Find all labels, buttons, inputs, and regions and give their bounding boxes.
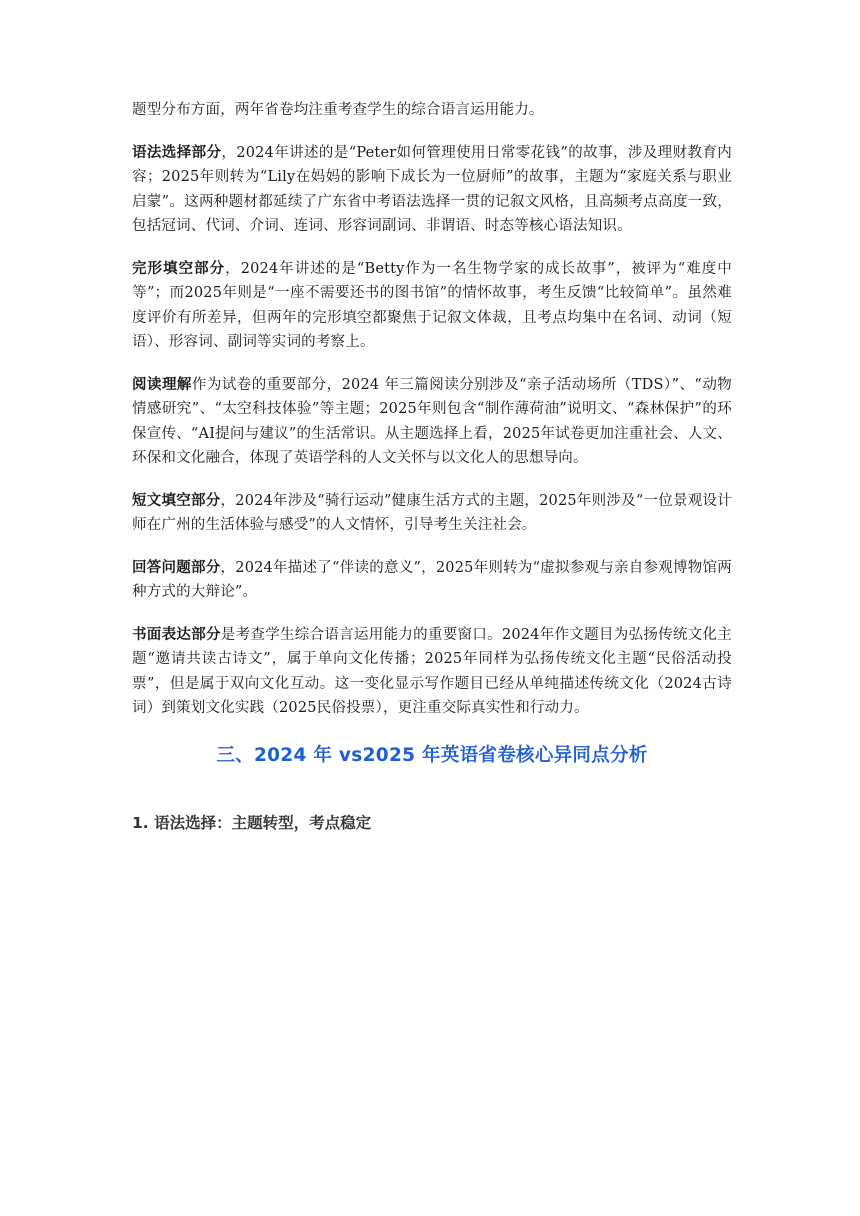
paragraph-lead: 完形填空部分 [132, 260, 226, 277]
paragraph-reading [132, 373, 732, 471]
paragraph-lead: 阅读理解 [132, 376, 192, 393]
paragraph-fill-blank [132, 489, 732, 538]
paragraph-text: ，2024年描述了“伴读的意义”，2025年则转为“虚拟参观与亲自参观博物馆两种方式的大辩论”。 [132, 559, 732, 600]
paragraph-grammar [132, 141, 732, 239]
paragraph-text: ，2024年涉及“骑行运动”健康生活方式的主题，2025年则涉及“一位景观设计师在广州的生活体验与感受”的人文情怀，引导考生关注社会。 [132, 492, 732, 533]
paragraph-writing [132, 623, 732, 721]
paragraph-text: 是考查学生综合语言运用能力的重要窗口。2024年作文题目为弘扬传统文化主题“邀请共读古诗文”，属于单向文化传播；2025年同样为弘扬传统文化主题“民俗活动投票”，但是属于双向文化互动。这一变化显示写作题目已经从单纯描述传统文化（2024古诗词）到策划文化实践（2025民俗投票），更注重交际真实性和行动力。 [132, 626, 733, 716]
sub-heading: 1. 语法选择：主题转型，考点稳定 [132, 813, 372, 832]
document-page [132, 98, 732, 833]
paragraph-lead: 语法选择部分 [132, 144, 222, 161]
paragraph-text: ，2024年讲述的是“Peter如何管理使用日常零花钱”的故事，涉及理财教育内容；2025年则转为“Lily在妈妈的影响下成长为一位厨师”的故事，主题为“家庭关系与职业启蒙”。这两种题材都延续了广东省中考语法选择一贯的记叙文风格，且高频考点高度一致，包括冠词、代词、介词、连词、形容词副词、非谓语、时态等核心语法知识。 [132, 144, 732, 234]
paragraph-text: 作为试卷的重要部分，2024 年三篇阅读分别涉及“亲子活动场所（TDS）”、“动物情感研究”、“太空科技体验”等主题；2025年则包含“制作薄荷油”说明文、“森林保护”的环保宣传、“AI提问与建议”的生活常识。从主题选择上看，2025年试卷更加注重社会、人文、环保和文化融合，体现了英语学科的人文关怀与以文化人的思想导向。 [132, 376, 732, 466]
paragraph-answer-questions [132, 556, 732, 605]
paragraph-text: ，2024年讲述的是“Betty作为一名生物学家的成长故事”，被评为“难度中等”；而2025年则是“一座不需要还书的图书馆”的情怀故事，考生反馈“比较简单”。虽然难度评价有所差异，但两年的完形填空都聚焦于记叙文体裁，且考点均集中在名词、动词（短语）、形容词、副词等实词的考察上。 [132, 260, 732, 350]
paragraph-lead: 书面表达部分 [132, 626, 221, 643]
section-title: 三、2024 年 vs2025 年英语省卷核心异同点分析 [216, 744, 648, 766]
paragraph-intro [132, 98, 732, 123]
paragraph-lead: 回答问题部分 [132, 559, 221, 576]
paragraph-cloze [132, 257, 732, 355]
paragraph-lead: 短文填空部分 [132, 492, 221, 509]
paragraph-text: 题型分布方面，两年省卷均注重考查学生的综合语言运用能力。 [132, 102, 544, 118]
